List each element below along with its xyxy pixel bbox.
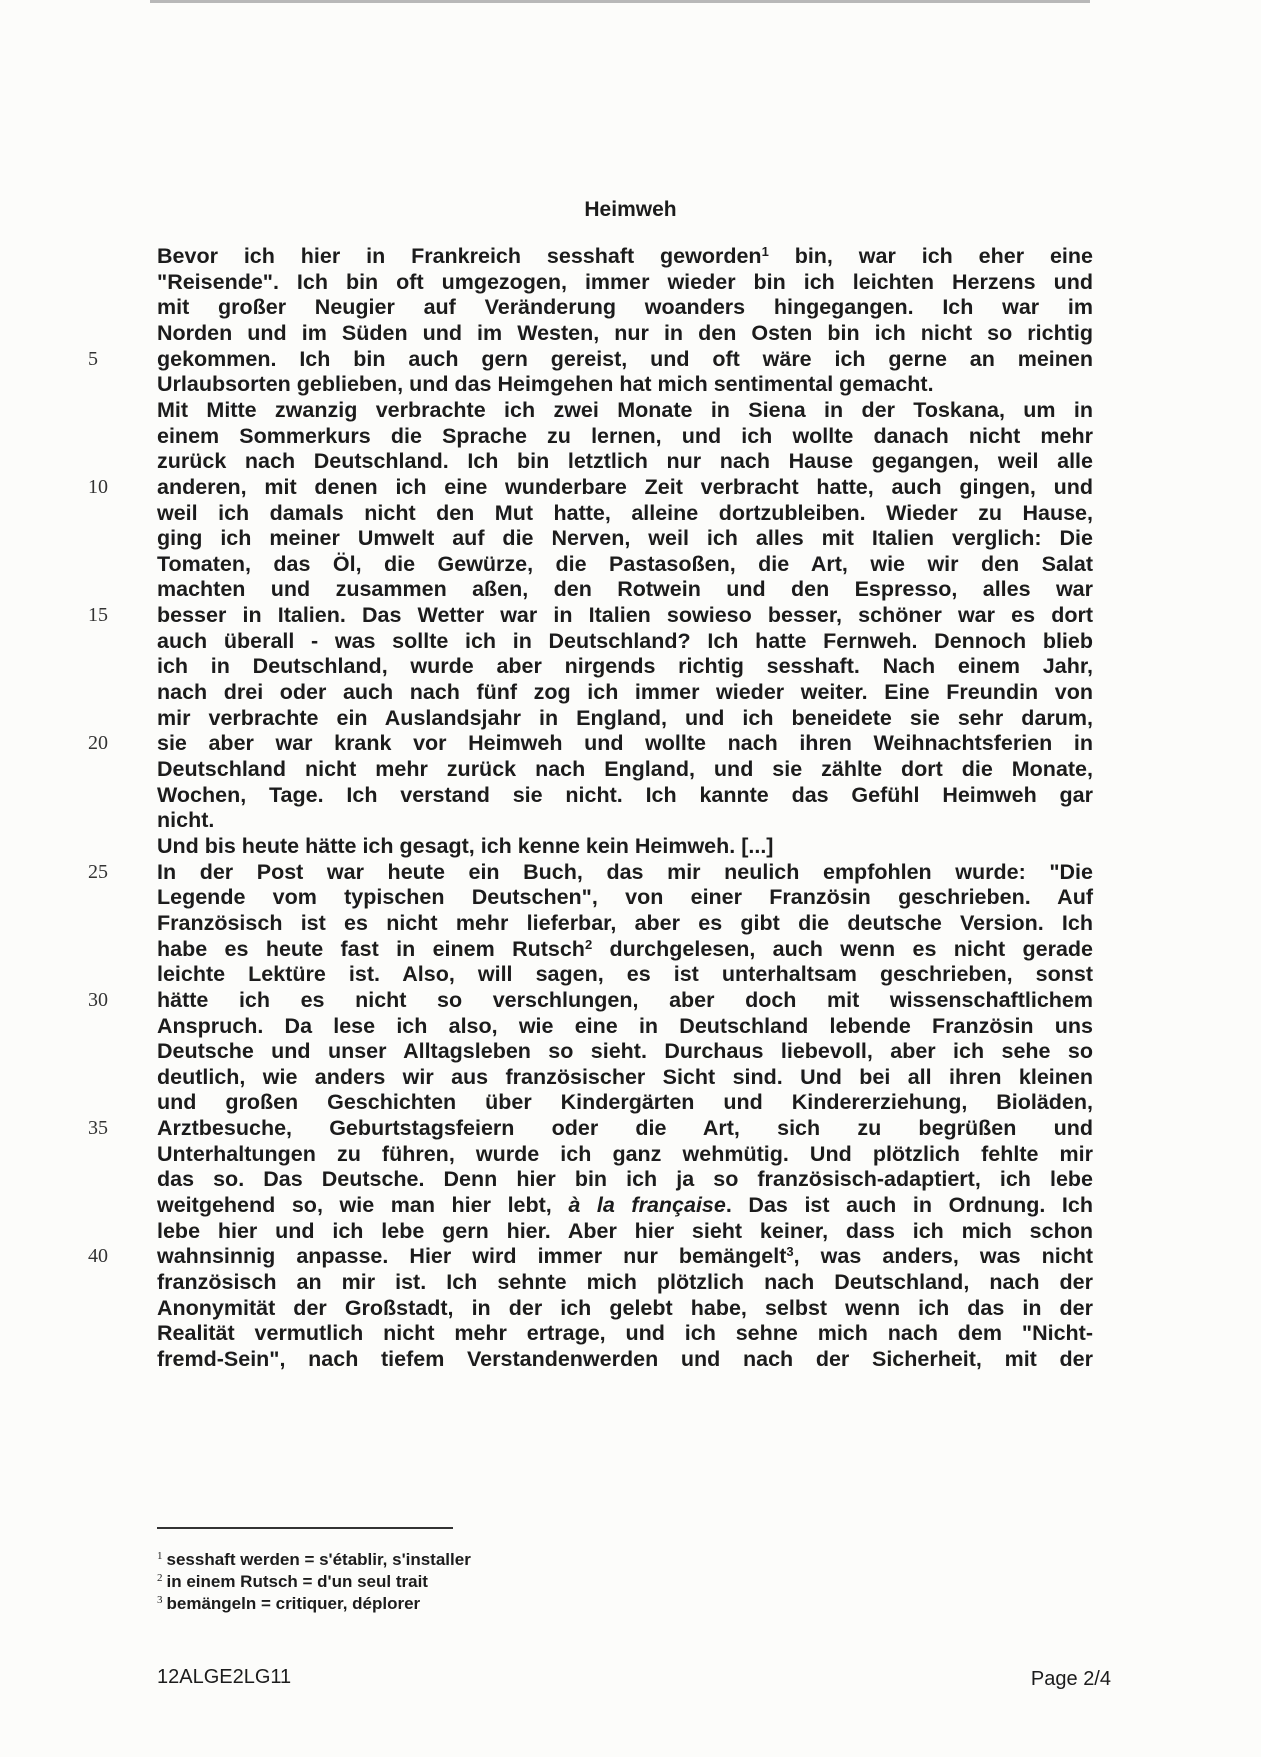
text-line: Legende vom typischen Deutschen", von einer Französin geschrieben. Auf <box>157 885 1093 910</box>
text-fragment: bin, war ich eher eine <box>768 244 1093 268</box>
line-number: 5 <box>88 347 98 370</box>
footnote-reference: 3 <box>786 1244 794 1260</box>
text-line: weil ich damals nicht den Mut hatte, alleine dortzubleiben. Wieder zu Hause, <box>157 500 1093 525</box>
text-line: Deutschland nicht mehr zurück nach England, und sie zählte dort die Monate, <box>157 757 1093 781</box>
text-fragment: , was anders, was nicht <box>793 1244 1093 1269</box>
line-number: 10 <box>88 475 108 498</box>
page-number: Page 2/4 <box>1030 1668 1111 1690</box>
text-line: Arztbesuche, Geburtstagsfeiern oder die Art, sich zu begrüßen und <box>157 1116 1093 1141</box>
text-line: mir verbrachte ein Auslandsjahr in England, und ich beneidete sie sehr darum, <box>157 705 1093 730</box>
text-line: leichte Lektüre ist. Also, will sagen, es ist unterhaltsam geschrieben, sonst <box>157 962 1093 987</box>
page-title: Heimweh <box>584 198 677 221</box>
document-code: 12ALGE2LG11 <box>157 1666 292 1688</box>
footnote-reference: 1 <box>761 244 769 259</box>
text-line: Anonymität der Großstadt, in der ich gelebt habe, selbst wenn ich das in der <box>157 1295 1093 1320</box>
text-line: deutlich, wie anders wir aus französischer Sicht sind. Und bei all ihren kleinen <box>157 1064 1093 1089</box>
text-fragment: . Das ist auch in Ordnung. Ich <box>725 1193 1093 1218</box>
text-line: nicht. <box>157 808 215 833</box>
text-line: In der Post war heute ein Buch, das mir neulich empfohlen wurde: "Die <box>157 859 1093 884</box>
text-line: besser in Italien. Das Wetter war in Italien sowieso besser, schöner war es dort <box>157 603 1093 628</box>
text-line: machten und zusammen aßen, den Rotwein und den Espresso, alles war <box>157 577 1093 602</box>
text-line: auch überall - was sollte ich in Deutschland? Ich hatte Fernweh. Dennoch blieb <box>157 628 1093 653</box>
text-line: zurück nach Deutschland. Ich bin letztlich nur nach Hause gegangen, weil alle <box>157 449 1093 474</box>
line-number: 30 <box>88 988 108 1011</box>
page-top-rule <box>150 0 1090 3</box>
text-line: lebe hier und ich lebe gern hier. Aber hier sieht keiner, dass ich mich schon <box>157 1218 1093 1243</box>
text-line: französisch an mir ist. Ich sehnte mich plötzlich nach Deutschland, nach der <box>157 1270 1093 1294</box>
text-line: fremd-Sein", nach tiefem Verstandenwerden und nach der Sicherheit, mit der <box>157 1346 1093 1371</box>
footnote-text: bemängeln = critiquer, déplorer <box>166 1594 421 1613</box>
text-line: Unterhaltungen zu führen, wurde ich ganz wehmütig. Und plötzlich fehlte mir <box>157 1141 1093 1166</box>
text-line: anderen, mit denen ich eine wunderbare Zeit verbracht hatte, auch gingen, und <box>157 474 1093 499</box>
text-line: Und bis heute hätte ich gesagt, ich kenne kein Heimweh. [...] <box>157 833 774 858</box>
text-line: Norden und im Süden und im Westen, nur in den Osten bin ich nicht so richtig <box>157 320 1093 345</box>
italic-phrase: à la française <box>568 1193 726 1218</box>
footnote-marker: 2 <box>157 1572 163 1584</box>
text-fragment: weitgehend so, wie man hier lebt, <box>157 1193 569 1218</box>
text-line: Wochen, Tage. Ich verstand sie nicht. Ich kannte das Gefühl Heimweh gar <box>157 782 1093 807</box>
text-line: mit großer Neugier auf Veränderung woanders hingegangen. Ich war im <box>157 295 1093 320</box>
text-line: Deutsche und unser Alltagsleben so sieht. Durchaus liebevoll, aber ich sehe so <box>157 1039 1093 1064</box>
text-line <box>157 1191 1093 1219</box>
text-line: Tomaten, das Öl, die Gewürze, die Pastasoßen, die Art, wie wir den Salat <box>157 551 1093 576</box>
text-line: ging ich meiner Umwelt auf die Nerven, weil ich alles mit Italien verglich: Die <box>157 526 1093 551</box>
text-line <box>157 1242 1093 1270</box>
text-line: das so. Das Deutsche. Denn hier bin ich ja so französisch-adaptiert, ich lebe <box>157 1167 1093 1192</box>
text-line: ich in Deutschland, wurde aber nirgends richtig sesshaft. Nach einem Jahr, <box>157 654 1093 679</box>
text-line: Realität vermutlich nicht mehr ertrage, und ich sehne mich nach dem "Nicht- <box>157 1321 1093 1346</box>
text-line: Französisch ist es nicht mehr lieferbar, aber es gibt die deutsche Version. Ich <box>157 910 1093 935</box>
footnote <box>157 1589 757 1611</box>
text-line: "Reisende". Ich bin oft umgezogen, immer wieder bin ich leichten Herzens und <box>157 269 1093 294</box>
text-line <box>157 935 1093 963</box>
text-fragment: wahnsinnig anpasse. Hier wird immer nur bemängelt <box>157 1244 787 1269</box>
text-line: nach drei oder auch nach fünf zog ich immer wieder weiter. Eine Freundin von <box>157 680 1093 705</box>
line-number: 35 <box>88 1117 108 1140</box>
text-line: einem Sommerkurs die Sprache zu lernen, und ich wollte danach nicht mehr <box>157 423 1093 448</box>
footnote-text: in einem Rutsch = d'un seul trait <box>166 1572 428 1591</box>
text-line: Anspruch. Da lese ich also, wie eine in Deutschland lebende Französin uns <box>157 1013 1093 1038</box>
text-fragment: habe es heute fast in einem Rutsch <box>157 936 585 961</box>
line-number: 15 <box>88 604 108 627</box>
line-number: 40 <box>88 1245 108 1268</box>
text-line: gekommen. Ich bin auch gern gereist, und oft wäre ich gerne an meinen <box>157 346 1093 371</box>
footnote <box>157 1545 757 1567</box>
footnote-rule <box>157 1527 453 1529</box>
footnote-marker: 1 <box>157 1550 163 1562</box>
text-line: Mit Mitte zwanzig verbrachte ich zwei Monate in Siena in der Toskana, um in <box>157 397 1093 422</box>
text-fragment: durchgelesen, auch wenn es nicht gerade <box>592 936 1093 961</box>
footnote-reference: 2 <box>584 936 593 952</box>
footnote-marker: 3 <box>157 1594 163 1606</box>
text-fragment: Bevor ich hier in Frankreich sesshaft geworden <box>157 244 762 268</box>
text-line: und großen Geschichten über Kindergärten und Kindererziehung, Bioläden, <box>157 1090 1093 1115</box>
footnote-text: sesshaft werden = s'établir, s'installer <box>166 1550 471 1569</box>
footnote <box>157 1567 757 1589</box>
line-number: 20 <box>88 732 108 755</box>
text-line: hätte ich es nicht so verschlungen, aber doch mit wissenschaftlichem <box>157 987 1093 1012</box>
text-line: Urlaubsorten geblieben, und das Heimgehen hat mich sentimental gemacht. <box>157 372 934 397</box>
line-number: 25 <box>88 860 108 883</box>
text-line: sie aber war krank vor Heimweh und wollte nach ihren Weihnachtsferien in <box>157 731 1093 756</box>
text-line <box>157 242 1093 270</box>
